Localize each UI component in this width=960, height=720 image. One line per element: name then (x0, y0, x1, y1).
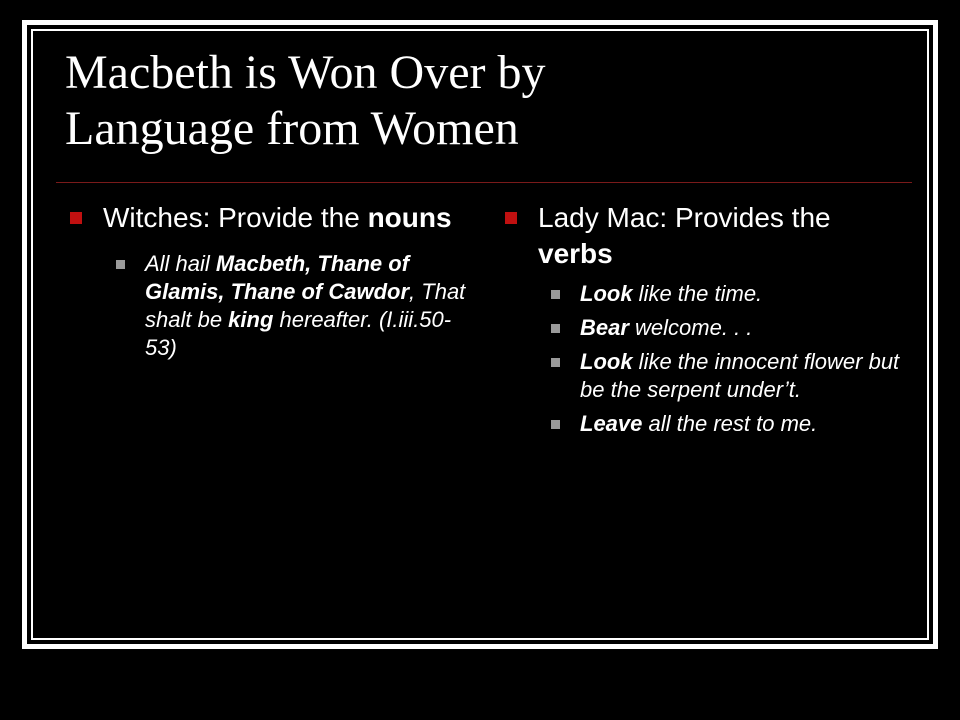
left-column (70, 200, 470, 362)
list-item (505, 314, 905, 342)
title-line-2: Language from Women (65, 102, 519, 155)
lady-mac-heading-text: Lady Mac: Provides the (538, 202, 831, 233)
verb-rest: like the innocent flower but be the serpent under’t. (580, 349, 900, 402)
square-bullet-icon (505, 212, 517, 224)
list-item (505, 410, 905, 438)
verbs-list (505, 280, 905, 438)
list-item (505, 348, 905, 404)
square-bullet-icon (551, 324, 560, 333)
list-item (70, 250, 470, 362)
verb-rest: like the time. (632, 281, 763, 306)
square-bullet-icon (551, 290, 560, 299)
square-bullet-icon (551, 358, 560, 367)
slide-title (65, 45, 925, 157)
title-line-1: Macbeth is Won Over by (65, 46, 546, 99)
verb-bold: Bear (580, 315, 629, 340)
title-divider (56, 182, 912, 183)
quote-bold: Macbeth, Thane of Glamis, Thane of Cawdor (145, 251, 410, 304)
verb-rest: all the rest to me. (642, 411, 818, 436)
quote-text: hereafter. (I.iii.50-53) (145, 307, 452, 360)
quote-bold: king (228, 307, 274, 332)
quote-text: All hail (145, 251, 216, 276)
witches-heading (70, 200, 470, 236)
verb-bold: Leave (580, 411, 643, 436)
verb-rest: welcome. . . (628, 315, 753, 340)
quote-text: , That shalt be (145, 279, 466, 332)
lady-mac-heading (505, 200, 905, 272)
witches-heading-text: Witches: Provide the (103, 202, 368, 233)
witches-heading-bold: nouns (367, 202, 452, 233)
square-bullet-icon (551, 420, 560, 429)
lady-mac-heading-bold: verbs (538, 238, 613, 269)
verb-bold: Look (580, 281, 633, 306)
witches-quote-list (70, 250, 470, 362)
square-bullet-icon (116, 260, 125, 269)
list-item (505, 280, 905, 308)
right-column (505, 200, 905, 438)
square-bullet-icon (70, 212, 82, 224)
verb-bold: Look (580, 349, 633, 374)
